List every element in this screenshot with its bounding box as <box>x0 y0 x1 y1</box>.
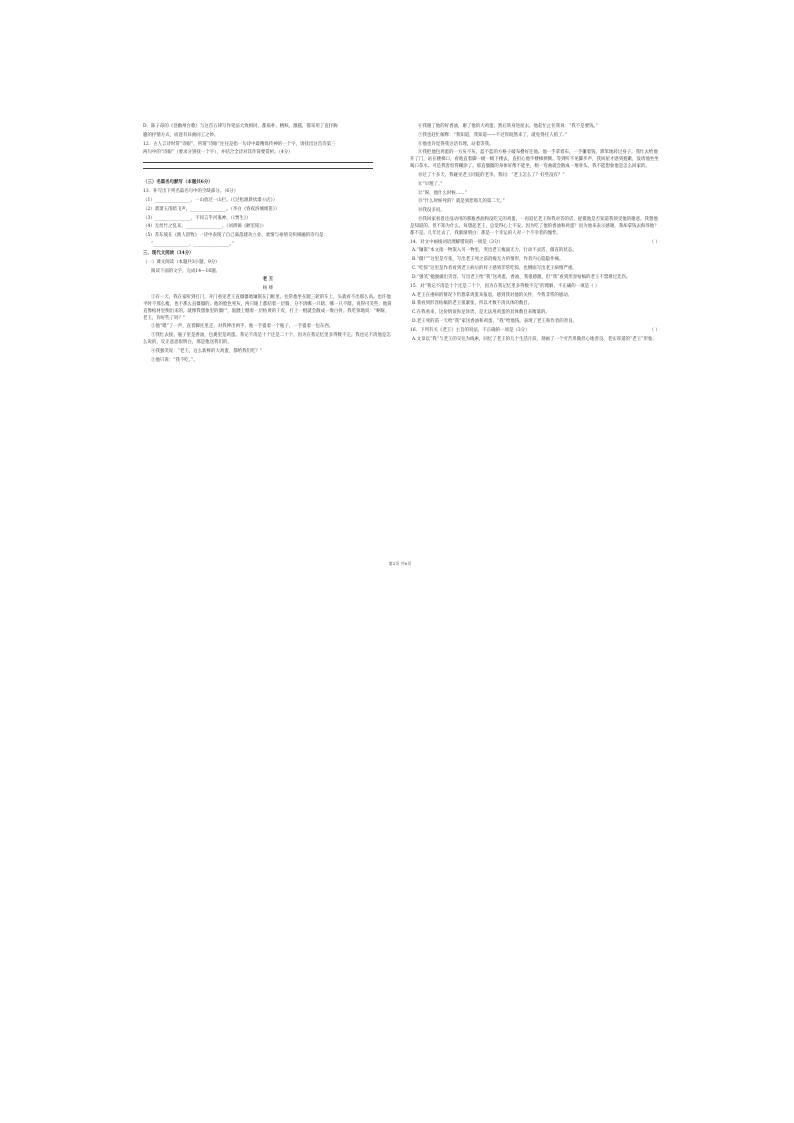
page-footer: 第3页 共6页 <box>388 561 412 566</box>
instruction: 阅读下面的文字，完成14—16题。 <box>151 268 221 274</box>
article-paragraph: ⑫“呀，他什么时候……” <box>418 190 467 196</box>
q13-item: （2）萧萧玉笛暗飞声，________________。（李白《春夜洛城闻笛》） <box>143 206 280 212</box>
answer-line <box>143 162 373 163</box>
q12-line2: 两句中的“诗眼”（要求分别找一个字），并结合全诗对其作简要赏析。（4分） <box>143 150 293 156</box>
q15-option-a: A.老王在重病的情况下仍想拿鸡蛋来报恩，感到我对他的关怀，今我非常的感动。 <box>412 292 573 298</box>
q14-prompt: 14．对文中画线词语理解错误的一项是（3分） <box>410 239 503 245</box>
exam-sheet <box>140 124 660 566</box>
q11-option-d-line2: 臆的抒情方式，而意有异曲同工之妙。 <box>143 132 219 138</box>
section-heading: （三）名篇名句默写（本题共6分） <box>143 180 213 186</box>
q14-option-b: B.“僵尸”这里是夸张，写出老王死之前消瘦无力的情形，作者内心隐隐作痛。 <box>412 257 564 263</box>
article-paragraph: ⑬“什么时候死的？就是到您那儿的第二天。” <box>418 199 505 205</box>
subsection-heading: （一）课文阅读（本题共3小题，9分） <box>143 259 220 265</box>
article-paragraph: ⑮我回家看着还没动用的那瓶香油和没吃完的鸡蛋，一再追忆老王和我对答的话，捉摸他是否知道我领受他的谢意。我想他是知道的。但不知为什么，每想起老王，总觉得心上不安。因为吃了他的香油和鸡蛋？因为他来表示感谢，我却拿钱去侮辱他？都不是。几年过去了，我渐渐明白：那是一个幸运的人对一个不幸者的愧怍。 <box>410 217 659 236</box>
q13-item: （5）苏东坡在《渔人留牧》一诗中表现了自己离落建功立业、柔情与豪情交织相融的诗句是： <box>143 233 328 239</box>
q14-option-c: C.“吃惊”这里是作者看到老王病后的样子感到非常吃惊，也侧面写出老王病情严重。 <box>412 266 577 272</box>
article-paragraph: ⑩过了十多天，我碰见老王同院的老李。我问：“老王怎么了？好些没有？” <box>418 172 565 178</box>
q12-line1: 12．古人言诗时常“诗眼”，所谓“诗眼”往往是指一句诗中最精炼传神的一个字，请找出这首诗第三 <box>143 141 336 147</box>
part-heading: 三、现代文阅读（34分） <box>143 250 194 256</box>
q14-option-d: D.“强笑”勉强做出笑容，写出老王给“我”送鸡蛋，香油，我很感激，但“我”看到形容枯槁的老王不禁难过悲伤。 <box>412 274 631 280</box>
article-paragraph: ②他“嗯”了一声，直着脚往里走，对我伸出两手。他一手提着一个瓶子，一手提着一包东西。 <box>151 324 334 330</box>
article-paragraph: ④我强笑说：“老王，这么新鲜的大鸡蛋，都给我们吃？” <box>151 348 263 354</box>
right-column <box>410 124 660 346</box>
q13-item-blanks: “________________，________________。” <box>151 242 235 248</box>
q15-option-d: D.老王死的前一天给“我”家送香油和鸡蛋，“我”给他钱，表现了老王和作者的善良。 <box>412 319 578 325</box>
article-paragraph: ①有一天，我在家听到打门，开门看见老王直僵僵地镶嵌在门框里。往常他坐在蹬三轮的车上，头就看不出那么高。也许他平时不那么瘦，也不那么直僵僵的。他的脸色死灰，两只眼上都结着一层翳，分不清哪一只瞎、哪一只不瞎。说得可笑些，他简直像棺材里倒出来的，就像我想象里的僵尸，骷髅上绷着一层枯黄的干皮，打上一棍就会散成一堆白骨。我吃惊地说：“啊呀，老王，你好些了吗？” <box>143 295 392 321</box>
article-title: 老 王 <box>262 277 274 283</box>
article-paragraph: ⑤他只说：“我不吃。”。 <box>151 357 198 363</box>
article-paragraph: ⑧他也许觉得我这话有理，站着等我。 <box>418 141 494 147</box>
q13-item: （1）________________，一山放过一山拦。（《过松源晨炊漆公店》） <box>143 197 278 203</box>
q16-row <box>410 328 660 335</box>
left-column <box>143 124 393 367</box>
answer-bracket: （ ） <box>649 327 660 333</box>
article-paragraph: ⑪“早埋了。” <box>418 181 443 187</box>
article-paragraph: ⑦我也赶忙解释：“我知道，我知道——不过你既然来了，就免得托人捎了。” <box>418 132 567 138</box>
q15-option-c: C.在我看来，这份情谊弥足珍贵，是无法用鸡蛋的具体数目来衡量的。 <box>412 310 550 316</box>
q16-option-a: A.文章以“我”与老王的交往为线索，回忆了老王的几个生活片段，刻画了一个穷苦卑微但心地善良、老实厚道的“老王”形象。 <box>412 336 657 342</box>
q13-prompt: 13．补写出下列名篇名句中的空缺部分。（6分） <box>143 189 239 195</box>
q14-option-a: A.“镶嵌”本文指一物嵌入另一物里，突出老王瘦弱无力，行动不灵活，僵直的状态。 <box>412 248 577 254</box>
article-paragraph: ③我忙去接。瓶子里是香油，包裹里是鸡蛋。我记不清是十个还是二十个，因为在我记忆里多得数不完。我也记不清他是怎么说的，反正意思很明白，那是他送我们的。 <box>143 333 391 346</box>
q16-prompt: 16．下列有关《老王》主旨的说法，不正确的一项是（3分） <box>410 327 530 333</box>
q14-row <box>410 240 660 247</box>
article-author: 杨 绛 <box>262 286 274 292</box>
q15-prompt: 15．对“我记不清是十个还是二十个，因为在我记忆里多得数不完”的理解，不正确的一项是（ ） <box>410 283 600 289</box>
article-paragraph: ⑭我没多问。 <box>418 208 445 214</box>
article-paragraph: ⑨我把他包鸡蛋的一方灰不灰、蓝不蓝的方格子破布叠好还他。他一手拿着布，一手攥着钱，滞笨地转过身子。我忙去给他开了门，站在楼梯口，看他直着脚一级一级下楼去，直担心他半楼梯摔倒。等到听不见脚步声，我回屋才感到抱歉，没请他坐坐喝口茶水。可是我害怕得糊涂了。那直僵僵的身体好像不能坐，稍一弯曲就会散成一堆骨头。我不能想象他是怎么回家的。 <box>410 150 659 170</box>
q13-item: （4）无丝竹之乱耳，________________。（刘禹锡《陋室铭》） <box>143 224 267 230</box>
q11-option-d-line1: D．陈子昂的《登幽州台歌》与这首五律写作笔法大致相同，都质朴、精赅、激越，都采用了直抒胸 <box>143 124 338 129</box>
q13-item: （3）________________，不同言乎河鬼神。（《贾生》） <box>143 215 251 221</box>
answer-bracket: （ ） <box>649 239 660 245</box>
article-paragraph: ⑥我谢了他的好香油，谢了他的大鸡蛋，然后转身进屋去。他赶忙止住我说：“我不是要钱。” <box>418 124 599 129</box>
answer-line <box>143 168 373 169</box>
q15-option-b: B.我看到形容枯槁的老王很紧张，所以才数不清具体的数目。 <box>412 301 533 307</box>
